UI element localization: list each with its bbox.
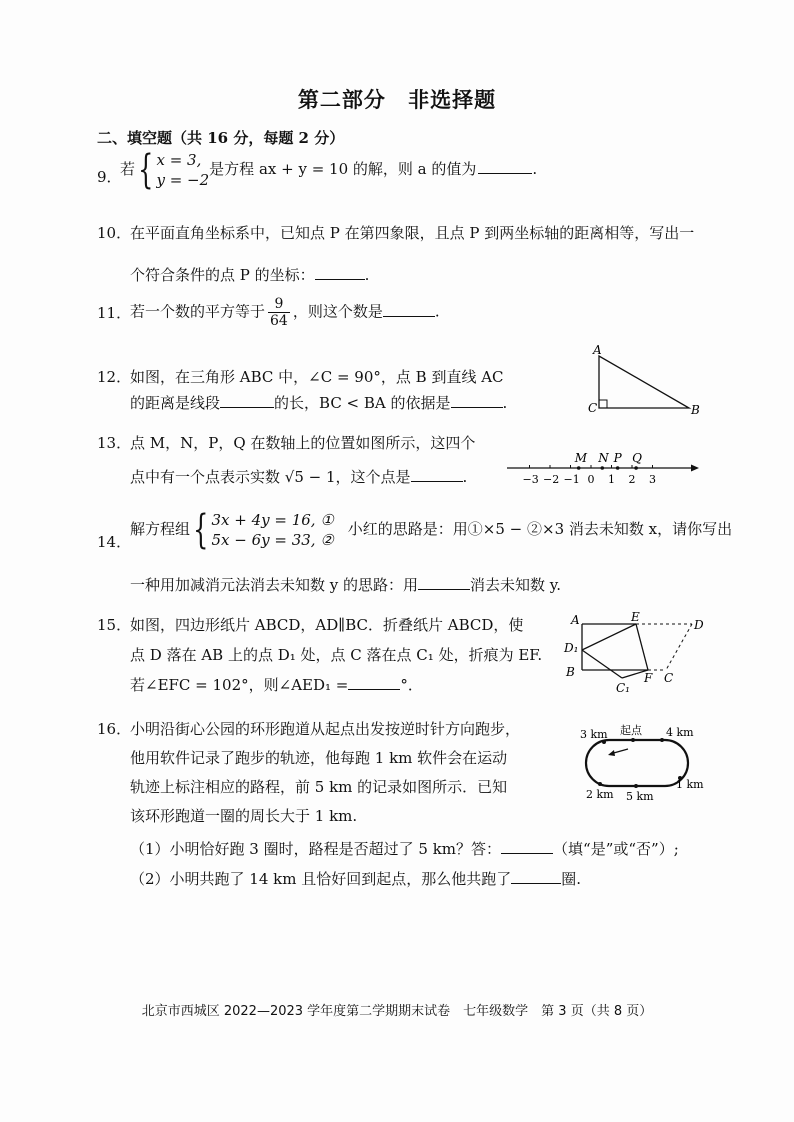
q11-post: ，则这个数是 xyxy=(292,302,383,321)
q14-line2b: 消去未知数 y. xyxy=(470,576,562,594)
q16-sub2 xyxy=(130,868,581,889)
q15-line3b: °． xyxy=(400,676,423,694)
q16-label-1km: 1 km xyxy=(676,778,704,791)
q16-line3: 轨迹上标注相应的路程，前 5 km 的记录如图所示．已知 xyxy=(130,778,508,796)
q15-edge-D1C1 xyxy=(582,650,622,678)
q14-pre: 解方程组 xyxy=(130,520,191,538)
q15-fold-figure xyxy=(560,612,710,698)
q9-number: 9． xyxy=(97,168,122,186)
q12-label-C: C xyxy=(588,401,598,415)
q16-label-3km: 3 km xyxy=(580,728,608,741)
q14-system xyxy=(211,510,333,550)
q15-label-C1: C₁ xyxy=(616,681,630,695)
q15-line3 xyxy=(130,674,423,695)
q16-5km-dot xyxy=(634,784,638,788)
q12-blank-1[interactable] xyxy=(220,394,274,408)
q10-answer-blank[interactable] xyxy=(315,266,365,280)
q11-answer-blank[interactable] xyxy=(383,303,435,317)
q14-number: 14． xyxy=(97,533,132,551)
q16-line2: 他用软件记录了跑步的轨迹，他每跑 1 km 软件会在运动 xyxy=(130,749,508,767)
q12-end: . xyxy=(502,394,508,412)
q16-arrowhead xyxy=(608,750,615,756)
q13-point xyxy=(616,466,620,470)
q15-edge-DC xyxy=(666,624,692,670)
q11-denominator: 64 xyxy=(270,313,288,329)
q14-eq1: 3x + 4y = 16, ① xyxy=(211,511,334,529)
q13-point-label: M xyxy=(574,451,587,465)
q15-line3a: 若∠EFC = 102°，则∠AED₁ = xyxy=(130,676,349,694)
q15-label-F: F xyxy=(644,671,653,685)
q12-line2a: 的距离是线段 xyxy=(130,394,221,412)
q16-4km-dot xyxy=(660,738,664,742)
q11-pre: 若一个数的平方等于 xyxy=(130,302,266,321)
q13-tick-label: −2 xyxy=(543,473,560,486)
q15-edge-ED1 xyxy=(582,624,636,650)
q13-tick-label: 0 xyxy=(587,473,595,486)
q15-line1: 如图，四边形纸片 ABCD，AD∥BC．折叠纸片 ABCD，使 xyxy=(130,616,524,634)
q9-eq2: y = −2 xyxy=(156,171,210,189)
q10-line1: 在平面直角坐标系中，已知点 P 在第四象限，且点 P 到两坐标轴的距离相等，写出一 xyxy=(130,224,695,242)
q16-line4: 该环形跑道一圈的周长大于 1 km. xyxy=(130,807,358,825)
q16-sub1a: （1）小明恰好跑 3 圈时，路程是否超过了 5 km？答： xyxy=(130,840,502,858)
q16-sub2b: 圈. xyxy=(561,870,582,888)
q15-label-B: B xyxy=(566,665,575,679)
q16-label-start: 起点 xyxy=(620,724,642,737)
q14-line2a: 一种用加减消元法消去未知数 y 的思路：用 xyxy=(130,576,419,594)
q15-label-D1: D₁ xyxy=(564,641,579,655)
q16-2km-dot xyxy=(598,782,602,786)
q13-point-label: Q xyxy=(632,451,642,465)
part-name: 非选择题 xyxy=(408,87,497,112)
q12-label-B: B xyxy=(691,403,700,417)
q14-line1 xyxy=(130,507,733,553)
q13-end: . xyxy=(462,468,468,486)
q9-end: . xyxy=(532,160,538,178)
q14-brace: { xyxy=(193,507,209,553)
q16-track-figure xyxy=(580,722,706,804)
q13-point xyxy=(600,466,604,470)
q15-answer-blank[interactable] xyxy=(348,676,400,690)
q13-number: 13． xyxy=(97,434,132,452)
page-footer: 北京市西城区 2022—2023 学年度第二学期期末试卷 七年级数学 第 3 页（共 8 页） xyxy=(141,1004,653,1019)
q14-eq2: 5x − 6y = 33, ② xyxy=(211,531,334,549)
q13-point-label: N xyxy=(598,451,609,465)
q15-crease-EF xyxy=(636,624,648,670)
q9-eq1: x = 3, xyxy=(156,151,202,169)
q12-line1: 如图，在三角形 ABC 中，∠C = 90°，点 B 到直线 AC xyxy=(130,368,504,386)
q12-triangle xyxy=(599,356,689,408)
q16-blank-1[interactable] xyxy=(501,840,553,854)
q10-line2 xyxy=(130,264,369,285)
q15-label-E: E xyxy=(631,610,640,624)
q12-number: 12． xyxy=(97,368,132,386)
q13-point xyxy=(634,466,638,470)
q12-blank-2[interactable] xyxy=(451,394,503,408)
q13-point-label: P xyxy=(613,451,622,465)
q13-tick-label: 2 xyxy=(628,473,636,486)
q16-start-dot xyxy=(631,738,635,742)
q9-brace: { xyxy=(138,147,154,193)
q12-label-A: A xyxy=(593,343,602,357)
q16-blank-2[interactable] xyxy=(511,870,561,884)
q13-tick-label: −1 xyxy=(563,473,580,486)
q10-end: . xyxy=(364,266,370,284)
q16-sub1 xyxy=(130,838,679,859)
q16-sub2a: （2）小明共跑了 14 km 且恰好回到起点，那么他共跑了 xyxy=(130,870,512,888)
q15-label-D: D xyxy=(694,618,704,632)
q12-triangle-figure xyxy=(585,344,705,420)
q16-sub1b: （填“是”或“否”）; xyxy=(553,840,679,858)
q11-fraction xyxy=(268,296,290,329)
q15-label-A: A xyxy=(571,613,580,627)
q9-pre: 若 xyxy=(120,160,136,178)
q13-number-line-figure xyxy=(505,446,705,490)
q15-line2: 点 D 落在 AB 上的点 D₁ 处，点 C 落在点 C₁ 处，折痕为 EF. xyxy=(130,646,543,664)
section-heading: 二、填空题（共 16 分，每题 2 分） xyxy=(97,129,345,147)
q16-label-2km: 2 km xyxy=(586,788,614,801)
part-label: 第二部分 xyxy=(297,87,386,112)
q14-answer-blank[interactable] xyxy=(418,576,470,590)
q12-right-angle-mark xyxy=(599,400,607,408)
q13-answer-blank[interactable] xyxy=(411,468,463,482)
q15-number: 15． xyxy=(97,616,132,634)
q11-end: . xyxy=(434,302,440,321)
q9-text xyxy=(120,147,538,193)
q11-numerator: 9 xyxy=(268,296,290,313)
q16-line1: 小明沿街心公园的环形跑道从起点出发按逆时针方向跑步， xyxy=(130,720,521,738)
q9-system xyxy=(156,150,209,190)
q13-tick-label: 1 xyxy=(608,473,615,486)
q12-line2b: 的长，BC < BA 的依据是 xyxy=(274,394,451,412)
q13-tick-label: 3 xyxy=(649,473,656,486)
q9-answer-blank[interactable] xyxy=(478,160,532,174)
q10-number: 10． xyxy=(97,224,132,242)
q16-label-5km: 5 km xyxy=(626,790,654,803)
q16-number: 16． xyxy=(97,720,132,738)
q14-line2 xyxy=(130,574,561,595)
q13-line2 xyxy=(130,466,467,487)
q13-point xyxy=(577,466,581,470)
q9-mid: 是方程 ax + y = 10 的解，则 a 的值为 xyxy=(209,160,477,178)
q11-text xyxy=(130,296,440,329)
q13-line1: 点 M，N，P，Q 在数轴上的位置如图所示，这四个 xyxy=(130,434,476,452)
q13-line2a: 点中有一个点表示实数 √5 − 1，这个点是 xyxy=(130,468,411,486)
q13-tick-label: −3 xyxy=(522,473,539,486)
q16-label-4km: 4 km xyxy=(666,726,694,739)
q11-number: 11． xyxy=(97,304,132,322)
q14-post: 小红的思路是：用①×5 − ②×3 消去未知数 x，请你写出 xyxy=(347,520,733,538)
q16-track xyxy=(586,740,688,786)
q12-line2 xyxy=(130,392,507,413)
q15-label-C: C xyxy=(664,671,674,685)
q13-axis-arrow xyxy=(691,465,699,472)
page-title xyxy=(0,84,794,114)
q10-line2-text: 个符合条件的点 P 的坐标： xyxy=(130,266,315,284)
